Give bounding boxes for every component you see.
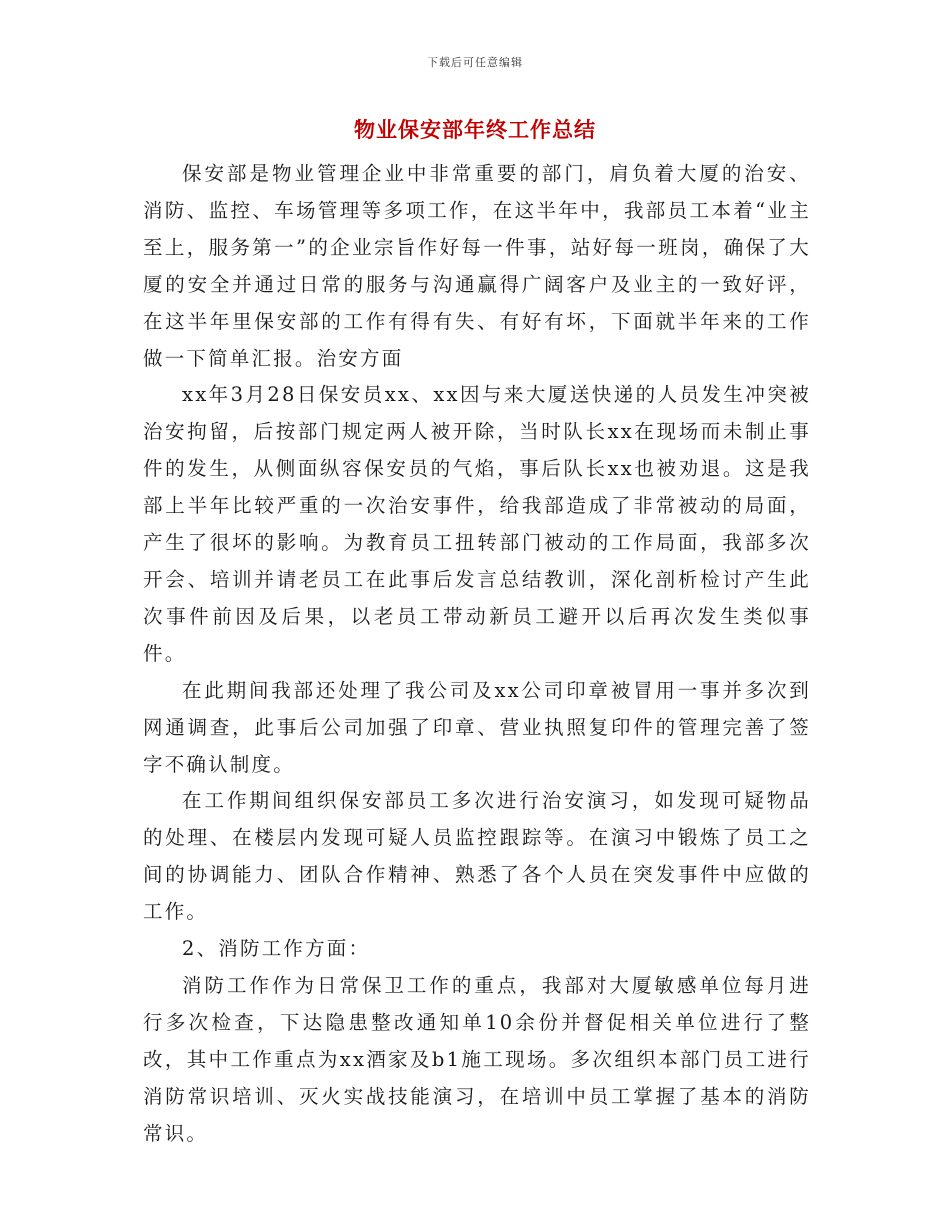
paragraph-drills: 在工作期间组织保安部员工多次进行治安演习，如发现可疑物品的处理、在楼层内发现可疑人员监控跟踪等。在演习中锻炼了员工之间的协调能力、团队合作精神、熟悉了各个人员在突发事件中应做的工作。: [143, 789, 811, 924]
section-heading-fire: 2、消防工作方面：: [182, 937, 371, 961]
header-note: 下载后可任意编辑: [427, 56, 523, 69]
paragraph-intro: 保安部是物业管理企业中非常重要的部门，肩负着大厦的治安、消防、监控、车场管理等多项工作，在这半年中，我部员工本着“业主至上，服务第一”的企业宗旨作好每一件事，站好每一班岗，确保了大厦的安全并通过日常的服务与沟通赢得广阔客户及业主的一致好评，在这半年里保安部的工作有得有失、有好有坏，下面就半年来的工作做一下简单汇报。治安方面: [143, 162, 811, 370]
paragraph-seal-case: 在此期间我部还处理了我公司及xx公司印章被冒用一事并多次到网通调查，此事后公司加强了印章、营业执照复印件的管理完善了签字不确认制度。: [143, 678, 811, 776]
paragraph-fire-safety: 消防工作作为日常保卫工作的重点，我部对大厦敏感单位每月进行多次检查，下达隐患整改通知单10余份并督促相关单位进行了整改，其中工作重点为xx酒家及b1施工现场。多次组织本部门员工进行消防常识培训、灭火实战技能演习，在培训中员工掌握了基本的消防常识。: [143, 973, 811, 1145]
paragraph-incident: xx年3月28日保安员xx、xx因与来大厦送快递的人员发生冲突被治安拘留，后按部门规定两人被开除，当时队长xx在现场而未制止事件的发生，从侧面纵容保安员的气焰，事后队长xx也被劝退。这是我部上半年比较严重的一次治安事件，给我部造成了非常被动的局面，产生了很坏的影响。为教育员工扭转部门被动的工作局面，我部多次开会、培训并请老员工在此事后发言总结教训，深化剖析检讨产生此次事件前因及后果，以老员工带动新员工避开以后再次发生类似事件。: [143, 383, 811, 665]
document-body: [143, 156, 811, 1152]
document-title: 物业保安部年终工作总结: [354, 117, 596, 142]
